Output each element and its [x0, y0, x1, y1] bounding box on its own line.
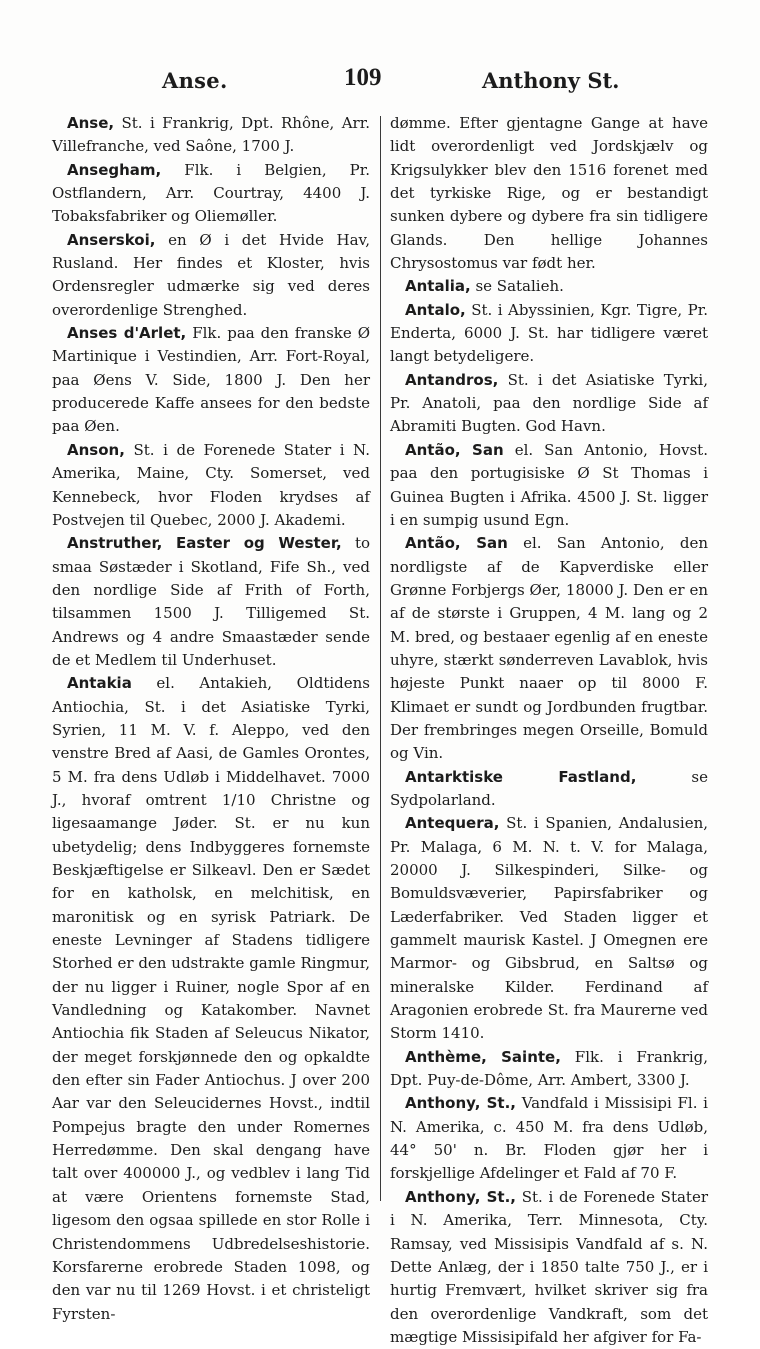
entry-text: St. i Spanien, Andalusien, Pr. Malaga, 6 M. N. t. V. for Malaga, 20000 J. Silkespinderi, Silke- og Bomuldsvæverier, Papirsfabriker og Læderfabriker. Ved Staden ligger et gammelt maurisk Kastel. J Omegnen ere Marmor- og Gibsbrud, en Saltsø og mineralske Kilder. Ferdinand af Aragonien erobrede St. fra Maurerne ved Storm 1410. — [390, 814, 708, 1043]
dictionary-entry — [390, 766, 708, 813]
entry-text: to smaa Søstæder i Skotland, Fife Sh., ved den nordlige Side af Frith of Forth, tilsammen 1500 J. Tilligemed St. Andrews og 4 andre Smaastæder sende de et Medlem til Underhuset. — [52, 534, 370, 669]
entry-text: St. i det Asiatiske Tyrki, Pr. Anatoli, paa den nordlige Side af Abramiti Bugten. God Havn. — [390, 370, 708, 436]
dictionary-entry — [52, 229, 370, 322]
entry-headword: Anthony, St., — [405, 1187, 516, 1206]
header-right-word: Anthony St. — [482, 68, 620, 93]
dictionary-entry — [390, 112, 708, 275]
entry-text: se Satalieh. — [470, 277, 564, 296]
entry-text: el. San Antonio, den nordligste af de Kapverdiske eller Grønne Forbjergs Øer, 18000 J. Den er en af de største i Gruppen, 4 M. lang og 2 M. bred, og bestaaer egenlig af en eneste uhyre, stærkt sønderreven Lavablok, hvis højeste Punkt naaer op til 8000 F. Klimaet er sundt og Jordbunden frugtbar. Der frembringes megen Orseille, Bomuld og Vin. — [390, 534, 708, 763]
dictionary-entry — [390, 275, 708, 298]
dictionary-entry — [52, 672, 370, 1326]
dictionary-entry — [390, 532, 708, 765]
entry-text: Vandfald i Missisipi Fl. i N. Amerika, c. 450 M. fra dens Udløb, 44° 50' n. Br. Floden gjør her i forskjellige Afdelinger et Fald af 70 F. — [390, 1094, 708, 1183]
entry-headword: Antalo, — [405, 300, 466, 319]
entry-text: St. i Frankrig, Dpt. Rhône, Arr. Villefranche, ved Saône, 1700 J. — [52, 114, 370, 156]
right-column — [390, 112, 708, 1349]
entry-headword: Anses d'Arlet, — [67, 324, 187, 343]
entry-text: St. i de Forenede Stater i N. Amerika, Maine, Cty. Somerset, ved Kennebeck, hvor Floden krydses af Postvejen til Quebec, 2000 J. Akademi. — [52, 440, 370, 529]
entry-headword: Antalia, — [405, 277, 471, 296]
entry-text: Flk. i Frankrig, Dpt. Puy-de-Dôme, Arr. Ambert, 3300 J. — [390, 1047, 708, 1090]
entry-text: St. i Abyssinien, Kgr. Tigre, Pr. Enderta, 6000 J. St. har tidligere været langt betydeligere. — [390, 300, 708, 366]
entry-headword: Antakia — [67, 674, 132, 693]
dictionary-entry — [390, 812, 708, 1045]
dictionary-entry — [390, 1046, 708, 1093]
entry-headword: Ansegham, — [67, 160, 162, 179]
dictionary-entry — [52, 439, 370, 532]
dictionary-entry — [390, 1186, 708, 1349]
dictionary-entry — [52, 532, 370, 672]
entry-headword: Antequera, — [405, 814, 500, 833]
entry-text: dømme. Efter gjentagne Gange at have lidt overordenligt ved Jordskjælv og Krigsulykker blev den 1516 forenet med det tyrkiske Rige, og er bestandigt sunken dybere og dybere fra sin tidligere Glands. Den hellige Johannes Chrysostomus var født her. — [390, 114, 708, 273]
dictionary-entry — [390, 369, 708, 439]
page-number: 109 — [344, 64, 382, 91]
entry-text: el. Antakieh, Oldtidens Antiochia, St. i det Asiatiske Tyrki, Syrien, 11 M. V. f. Aleppo, ved den venstre Bred af Aasi, de Gamles Orontes, 5 M. fra dens Udløb i Middelhavet. 7000 J., hvoraf omtrent 1/10 Christne og ligesaamange Jøder. St. er nu kun ubetydelig; dens Indbyggeres fornemste Beskjæftigelse er Silkeavl. Den er Sædet for en katholsk, en melchitisk, en maronitisk og en syrisk Patriark. De eneste Levninger af Stadens tidligere Storhed er den udstrakte gamle Ringmur, der nu ligger i Ruiner, nogle Spor af en Vandledning og Katakomber. Navnet Antiochia fik Staden af Seleucus Nikator, der meget forskjønnede den og opkaldte den efter sin Fader Antiochus. J over 200 Aar var den Seleucidernes Hovst., indtil Pompejus bragte den under Romernes Herredømme. Den skal dengang have talt over 400000 J., og vedblev i lang Tid at være Orientens fornemste Stad, ligesom den ogsaa spillede en stor Rolle i Christendommens Udbredelseshistorie. Korsfarerne erobrede Staden 1098, og den var nu til 1269 Hovst. i et christeligt Fyrsten- — [52, 674, 370, 1323]
entry-headword: Antão, San — [405, 534, 508, 553]
dictionary-entry — [390, 299, 708, 369]
entry-headword: Antandros, — [405, 370, 499, 389]
dictionary-entry — [52, 112, 370, 159]
entry-text: se Sydpolarland. — [390, 767, 708, 809]
dictionary-entry — [390, 439, 708, 532]
entry-headword: Anthème, Sainte, — [405, 1047, 561, 1066]
entry-text: el. San Antonio, Hovst. paa den portugisiske Ø St Thomas i Guinea Bugten i Afrika. 4500 J. St. ligger i en sumpig usund Egn. — [390, 440, 708, 529]
entry-headword: Anthony, St., — [405, 1094, 516, 1113]
running-header — [52, 64, 712, 104]
entry-text: Flk. paa den franske Ø Martinique i Vestindien, Arr. Fort-Royal, paa Øens V. Side, 1800 J. Den her producerede Kaffe ansees for den bedste paa Øen. — [52, 324, 370, 436]
entry-headword: Antão, San — [405, 440, 504, 459]
dictionary-entry — [390, 1092, 708, 1185]
dictionary-entry — [52, 159, 370, 229]
column-divider — [380, 116, 381, 1201]
entry-headword: Anstruther, Easter og Wester, — [67, 534, 342, 553]
entry-text: en Ø i det Hvide Hav, Rusland. Her findes et Kloster, hvis Ordensregler udmærke sig ved deres overordenlige Strenghed. — [52, 230, 370, 319]
dictionary-entry — [52, 322, 370, 439]
entry-headword: Anserskoi, — [67, 230, 156, 249]
entry-text: St. i de Forenede Stater i N. Amerika, Terr. Minnesota, Cty. Ramsay, ved Missisipis Vandfald af s. N. Dette Anlæg, der i 1850 talte 750 J., er i hurtig Fremvært, hvilket skriver sig fra den overordenlige Vandkraft, som det mægtige Missisipifald her afgiver for Fa- — [390, 1187, 708, 1346]
entry-text: Flk. i Belgien, Pr. Ostflandern, Arr. Courtray, 4400 J. Tobaksfabriker og Oliemøller. — [52, 160, 370, 226]
left-column — [52, 112, 370, 1326]
header-left-word: Anse. — [162, 68, 228, 93]
entry-headword: Anson, — [67, 440, 125, 459]
entry-headword: Anse, — [67, 114, 115, 132]
entry-headword: Antarktiske Fastland, — [405, 767, 637, 786]
